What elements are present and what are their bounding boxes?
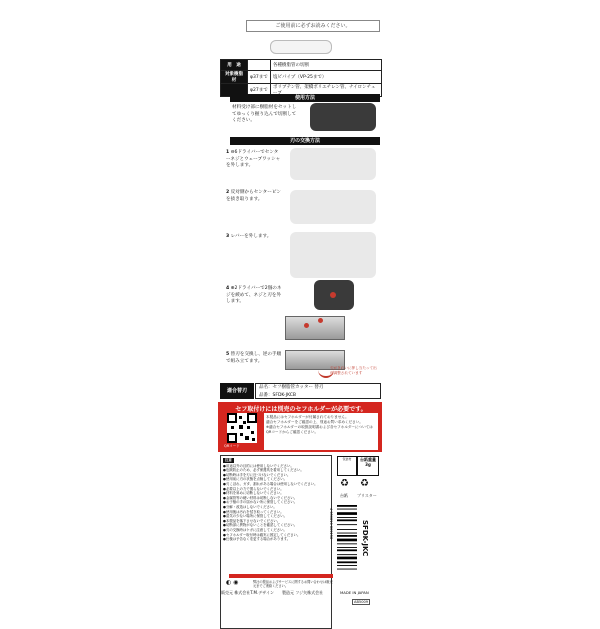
barcode-bar [337, 543, 357, 544]
replace-step-3 [226, 234, 282, 241]
barcode-bar [337, 549, 357, 551]
warning-line: ●セフホルダー取付時は確実に固定してください。 [223, 532, 301, 537]
barcode-bar [337, 519, 357, 521]
warning-line: ●金属管等の硬い材料は切断しないでください。 [223, 495, 298, 500]
barcode-digits: 4 956810 869158 [329, 508, 333, 540]
replace-step-2 [226, 190, 282, 203]
barcode-bar [337, 505, 357, 507]
barcode-bar [337, 565, 357, 566]
warning-line: ●用途以外の目的には使用しないでください。 [223, 463, 294, 468]
step-number: 2 [226, 190, 230, 195]
warning-red-strip [229, 574, 333, 578]
holder-text: ※適合セフホルダーの取扱説明書および各セフホルダーについてはQRコードからご確認ください。 [266, 425, 373, 434]
warning-footnote: 弊社の製品およびサービスに関するお問い合わせは販売元までご連絡ください。 [253, 580, 333, 588]
barcode-bar [337, 539, 357, 542]
barcode-bar [337, 554, 357, 555]
holder-info [264, 413, 378, 450]
compatible-blade-box [255, 383, 381, 399]
screw-marker-icon [330, 292, 336, 298]
step-2-illustration [290, 190, 376, 224]
step-number: 5 [226, 352, 230, 357]
warning-line: ●分解・改造はしないでください。 [223, 504, 277, 509]
spec-size: φ27まで [248, 84, 271, 97]
holder-text: 本製品にはセフホルダーが付属されておりません。 [266, 415, 349, 419]
pack-material-seal [337, 456, 357, 476]
cutter-usage-illustration [310, 103, 376, 131]
pack-label: 包装材 [342, 457, 352, 461]
warning-line: ●本製品を落下させないでください。 [223, 518, 281, 523]
spec-head: 対象樹脂材 [221, 71, 248, 84]
step-3-illustration [290, 232, 376, 278]
barcode-bar [337, 524, 357, 525]
step-text: ⊕2ドライバーで2個のネジを緩めて、ネジと刃を外します。 [226, 286, 282, 304]
compatible-name: 品名：セフ樹脂管カッター 替刃 [259, 385, 324, 390]
warning-line: ●湿気の少ない場所に保管してください。 [223, 514, 287, 519]
made-in-label: MADE IN JAPAN [340, 590, 369, 595]
step-number: 1 [226, 150, 230, 155]
warning-line: ●刃の交換時はケガに注意してください。 [223, 527, 287, 532]
distributor-info [282, 590, 323, 596]
weight-top: 台紙重量 [360, 457, 376, 462]
barcode-bar [337, 509, 357, 510]
replace-title-bar: 刃の交換方法 [230, 137, 380, 145]
spec-row [221, 60, 382, 71]
step-number: 4 [226, 286, 230, 291]
step-number: 3 [226, 234, 230, 239]
product-code: AB5009 [354, 600, 369, 604]
barcode-bar [337, 535, 357, 537]
blade-illustration [285, 316, 345, 340]
spec-size: φ37まで [248, 71, 271, 84]
holder-text: 適合セフホルダーをご確認の上、別途お買い求めください。 [266, 420, 363, 424]
spec-head: 用 途 [221, 60, 248, 71]
spec-text: 塩ビパイプ（VP-25まで） [271, 71, 382, 84]
spec-text: 各種樹脂管の切断 [271, 60, 382, 71]
qr-label: QRコード [224, 444, 240, 448]
seller-name: 株式会社T.M.デザイン [234, 590, 274, 595]
step-text: ⊖6ドライバーでセンターネジとウェーブワッシャを外します。 [226, 150, 281, 168]
barcode-bar [337, 561, 357, 563]
distributor-label: 製造元 [282, 590, 294, 595]
holder-title: セフ取付けには別売のセフホルダーが必要です。 [235, 406, 367, 413]
warning-line: ●切断部に異物がないことを確認してください。 [223, 523, 298, 528]
compatible-code: 品番：SFDK-JKCB [259, 393, 297, 398]
barcode-bar [337, 547, 357, 548]
warning-line: ●仕様は予告なく変更する場合があります。 [223, 537, 291, 542]
barcode-bar [337, 512, 357, 515]
usage-text: 材料受け部に樹脂材をセットしてゆっくり握り込んで切断してください。 [232, 105, 297, 123]
barcode-bar [337, 529, 357, 530]
warning-line: ●材料を斜めに切断しないでください。 [223, 491, 284, 496]
weight-badge [357, 456, 379, 476]
warning-line: ●切断時は手を刃に近づけないでください。 [223, 472, 291, 477]
plastic-recycle-icon: ♻ [360, 478, 369, 489]
spec-row [221, 71, 382, 84]
replace-step-4 [226, 286, 282, 306]
warning-line: ●お子様の手の届かない所に保管してください。 [223, 500, 298, 505]
barcode-bar [337, 517, 357, 518]
warning-lines [223, 464, 329, 542]
screw-hole-icon [304, 323, 309, 328]
step-text: レバーを外します。 [230, 234, 272, 239]
read-before-use-note: ご使用前に必ずお読みください。 [246, 20, 380, 32]
warning-line: ●使用前に刃の状態を点検してください。 [223, 477, 287, 482]
spec-table [220, 59, 382, 97]
usage-title-bar: 使用方法 [230, 94, 380, 102]
recycle-plastic-label: プリスター [357, 493, 377, 498]
hang-hole [270, 40, 332, 54]
warning-line: ●危険防止のため、必ず保護具を着用してください。 [223, 468, 304, 473]
replace-step-1 [226, 150, 282, 170]
paper-recycle-icon: ♻ [340, 478, 349, 489]
barcode-bar [337, 569, 357, 570]
barcode-bar [337, 557, 357, 560]
barcode-bar [337, 533, 357, 534]
warnings-box [220, 455, 332, 629]
distributor-name: フジ矢株式会社 [295, 590, 324, 595]
goggles-icon: ◉ [233, 579, 239, 586]
safety-icons [226, 579, 238, 586]
step-1-illustration [290, 148, 376, 180]
adjust-note: 刃がきれいに押し当たって出荷調整されています [330, 366, 377, 375]
warning-line: ●必要以上の力で握らないでください。 [223, 486, 284, 491]
warning-line: ●刃こぼれ、ガタ、割れがある場合は使用しないでください。 [223, 481, 318, 486]
step-text: 替刃を交換し、逆の手順で組み立てます。 [226, 352, 282, 364]
gloves-icon: ◐ [226, 579, 232, 586]
barcode [337, 505, 357, 583]
product-sku: SFDK-JKC [361, 520, 369, 557]
compatible-blade-label: 適合替刃 [220, 383, 254, 399]
spec-size [248, 60, 271, 71]
weight-value: 3g [365, 462, 371, 467]
spec-text: ポリブテン管、架橋ポリエチレン管、ナイロンチュ [271, 84, 382, 97]
step-text: 反対側からセンターピンを抜き取ります。 [226, 190, 282, 202]
warning-line: ●使用後は汚れを拭き取ってください。 [223, 509, 284, 514]
warning-head: 注意 [225, 458, 232, 462]
seller-info [221, 590, 274, 596]
seller-label: 販売元 [221, 590, 233, 595]
replace-step-5 [226, 352, 282, 365]
recycle-paper-label: 台紙 [340, 493, 348, 498]
screw-hole-icon [318, 318, 323, 323]
qr-code-icon [227, 413, 257, 443]
